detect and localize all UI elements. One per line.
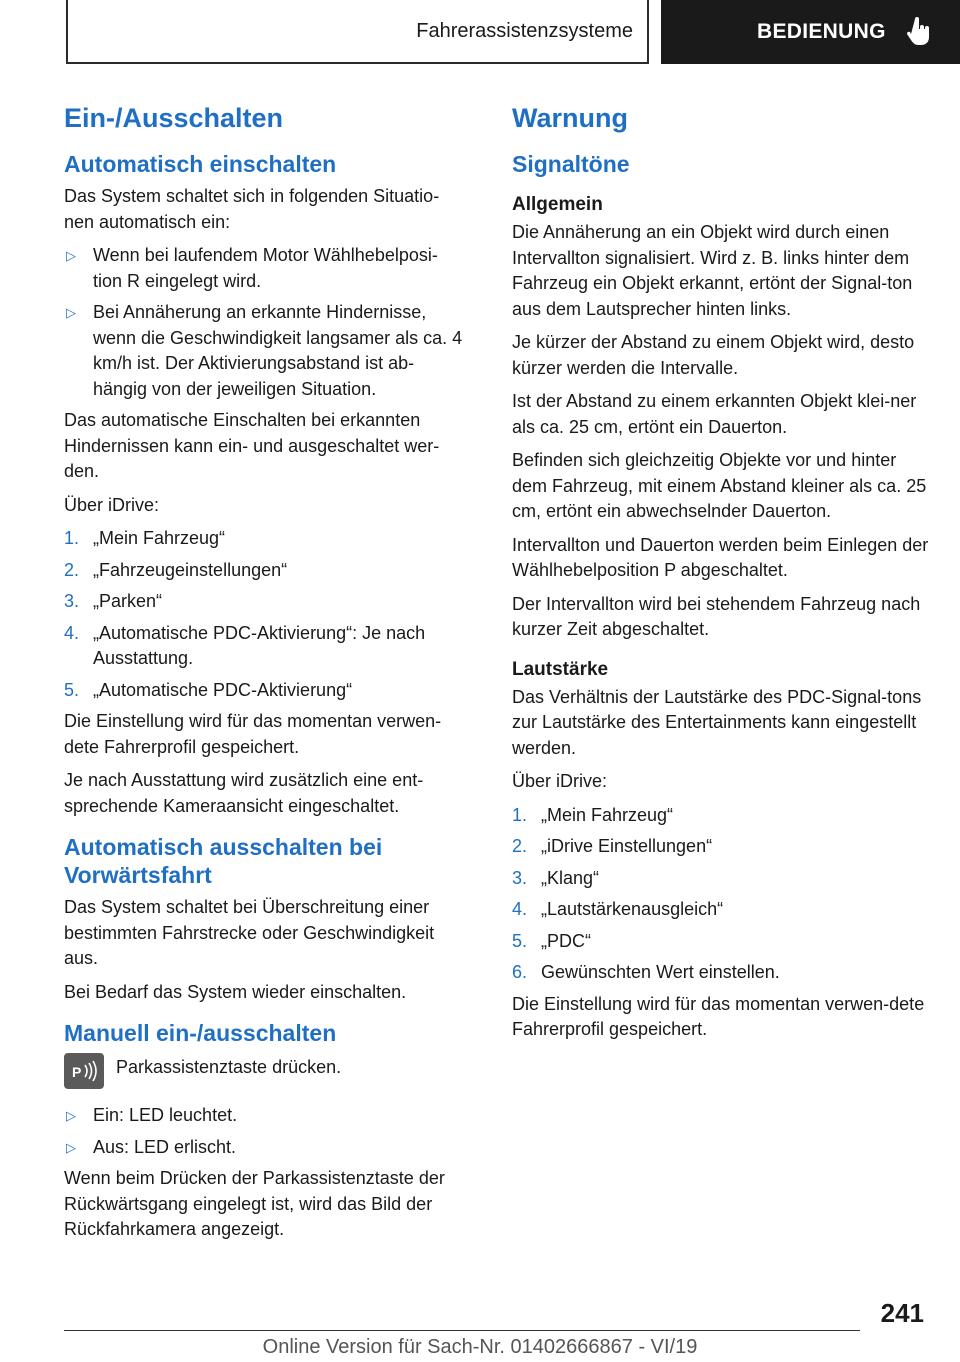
header-section-tab bbox=[66, 0, 649, 64]
triangle-bullet-icon: ▷ bbox=[66, 248, 76, 263]
heading-signal-tones: Signaltöne bbox=[512, 151, 630, 177]
header-chapter-title: BEDIENUNG bbox=[757, 20, 886, 43]
list-item-text: Gewünschten Wert einstellen. bbox=[541, 962, 780, 982]
list-item-text: „Klang“ bbox=[541, 867, 600, 888]
paragraph: Der Intervallton wird bei stehendem Fahrzeug nach kurzer Zeit abgeschaltet. bbox=[512, 593, 921, 639]
hand-pointer-icon bbox=[906, 17, 932, 47]
bullet-list bbox=[64, 243, 464, 402]
paragraph: Das Verhältnis der Lautstärke des PDC-Signal-tons zur Lautstärke des Entertainments kann eingestellt werden. bbox=[512, 686, 922, 758]
section-heading-warning: Warnung bbox=[512, 103, 628, 133]
paragraph: Die Einstellung wird für das momentan verwen-dete Fahrerprofil gespeichert. bbox=[512, 993, 925, 1039]
heading-manual: Manuell ein-/ausschalten bbox=[64, 1020, 337, 1046]
header-chapter-tab bbox=[661, 0, 960, 64]
list-item-text: „Mein Fahrzeug“ bbox=[541, 804, 674, 825]
triangle-bullet-icon: ▷ bbox=[66, 1108, 76, 1123]
list-item-text: „Lautstärkenausgleich“ bbox=[541, 899, 724, 919]
step-number: 5. bbox=[64, 679, 80, 700]
bullet-list bbox=[64, 1103, 464, 1160]
header-section-title: Fahrerassistenzsysteme bbox=[416, 19, 633, 42]
list-item-text: „PDC“ bbox=[541, 930, 591, 951]
park-assist-button-row bbox=[64, 1053, 464, 1089]
paragraph: Ist der Abstand zu einem erkannten Objekt klei-ner als ca. 25 cm, ertönt ein Dauerton. bbox=[512, 391, 917, 437]
list-item bbox=[64, 526, 464, 552]
paragraph: Das System schaltet bei Überschreitung einer bestimmten Fahrstrecke oder Geschwindigkeit aus. bbox=[64, 897, 435, 968]
paragraph: Bei Bedarf das System wieder einschalten. bbox=[64, 981, 407, 1002]
list-item bbox=[64, 558, 464, 584]
heading-auto-on: Automatisch einschalten bbox=[64, 151, 337, 177]
subheading-general: Allgemein bbox=[512, 194, 603, 215]
paragraph: Die Annäherung an ein Objekt wird durch einen Intervallton signalisiert. Wird z. B. links hinter dem Fahrzeug ein Objekt erkannt, ertönt der Signal-ton aus dem Lautsprecher hinten links. bbox=[512, 222, 913, 319]
list-item-text: Ein: LED leuchtet. bbox=[93, 1105, 238, 1125]
step-number: 3. bbox=[512, 867, 528, 888]
svg-text:P: P bbox=[72, 1064, 82, 1080]
list-item bbox=[64, 1135, 464, 1161]
page-number: 241 bbox=[880, 1298, 924, 1328]
paragraph: Je nach Ausstattung wird zusätzlich eine ent-sprechende Kameraansicht eingeschaltet. bbox=[64, 770, 424, 816]
list-item bbox=[512, 866, 932, 892]
right-column bbox=[512, 100, 932, 1051]
list-item bbox=[64, 678, 464, 704]
paragraph: Über iDrive: bbox=[512, 771, 608, 791]
paragraph: Wenn beim Drücken der Parkassistenztaste der Rückwärtsgang eingelegt ist, wird das Bild der Rückfahrkamera angezeigt. bbox=[64, 1168, 445, 1239]
list-item bbox=[512, 803, 932, 829]
footer-divider bbox=[64, 1330, 860, 1331]
list-item-text: „Mein Fahrzeug“ bbox=[93, 528, 226, 548]
triangle-bullet-icon: ▷ bbox=[66, 305, 76, 320]
step-number: 6. bbox=[512, 962, 528, 982]
paragraph: Die Einstellung wird für das momentan verwen-dete Fahrerprofil gespeichert. bbox=[64, 711, 442, 757]
list-item bbox=[512, 960, 932, 986]
section-heading-on-off: Ein-/Ausschalten bbox=[64, 103, 284, 133]
list-item-text: Bei Annäherung an erkannte Hindernisse, wenn die Geschwindigkeit langsamer als ca. 4 km/h ist. Der Aktivierungsabstand ist ab-hängig von der jeweiligen Situation. bbox=[93, 302, 463, 399]
paragraph: Über iDrive: bbox=[64, 494, 160, 515]
list-item-text: Aus: LED erlischt. bbox=[93, 1136, 237, 1157]
list-item bbox=[64, 621, 464, 672]
left-column bbox=[64, 100, 464, 1251]
list-item-text: „Parken“ bbox=[93, 591, 163, 611]
paragraph: Befinden sich gleichzeitig Objekte vor und hinter dem Fahrzeug, mit einem Abstand kleiner als ca. 25 cm, ertönt ein abwechselnder Dauerton. bbox=[512, 450, 927, 521]
numbered-list bbox=[64, 526, 464, 703]
paragraph: Das automatische Einschalten bei erkannten Hindernissen kann ein- und ausgeschaltet wer-den. bbox=[64, 410, 440, 481]
park-assist-symbol-icon bbox=[70, 1059, 98, 1083]
list-item-text: Wenn bei laufendem Motor Wählhebelposi-tion R eingelegt wird. bbox=[93, 245, 438, 291]
step-number: 5. bbox=[512, 930, 528, 951]
list-item-text: „Automatische PDC-Aktivierung“ bbox=[93, 679, 353, 700]
list-item-text: „Fahrzeugeinstellungen“ bbox=[93, 559, 288, 580]
step-number: 2. bbox=[64, 559, 80, 580]
list-item-text: „iDrive Einstellungen“ bbox=[541, 836, 713, 856]
park-assist-button-icon bbox=[64, 1053, 104, 1089]
step-number: 3. bbox=[64, 591, 80, 611]
list-item bbox=[64, 243, 464, 294]
paragraph: Parkassistenztaste drücken. bbox=[116, 1057, 342, 1077]
triangle-bullet-icon: ▷ bbox=[66, 1139, 76, 1155]
list-item bbox=[64, 300, 464, 402]
step-number: 4. bbox=[512, 899, 528, 919]
list-item bbox=[512, 929, 932, 955]
paragraph: Intervallton und Dauerton werden beim Einlegen der Wählhebelposition P abgeschaltet. bbox=[512, 534, 929, 580]
list-item bbox=[512, 897, 932, 923]
subheading-volume: Lautstärke bbox=[512, 658, 609, 680]
step-number: 1. bbox=[512, 804, 528, 825]
list-item bbox=[512, 834, 932, 860]
paragraph: Je kürzer der Abstand zu einem Objekt wird, desto kürzer werden die Intervalle. bbox=[512, 332, 915, 378]
step-number: 2. bbox=[512, 836, 528, 856]
step-number: 1. bbox=[64, 528, 80, 548]
numbered-list bbox=[512, 803, 932, 986]
heading-auto-off: Automatisch ausschalten bei Vorwärtsfahrt bbox=[64, 834, 383, 888]
list-item bbox=[64, 1103, 464, 1129]
step-number: 4. bbox=[64, 622, 80, 643]
list-item bbox=[64, 589, 464, 615]
paragraph: Das System schaltet sich in folgenden Situatio-nen automatisch ein: bbox=[64, 186, 440, 232]
list-item-text: „Automatische PDC-Aktivierung“: Je nach Ausstattung. bbox=[93, 622, 426, 668]
footer-text: Online Version für Sach-Nr. 01402666867 - VI/19 bbox=[262, 1336, 698, 1358]
